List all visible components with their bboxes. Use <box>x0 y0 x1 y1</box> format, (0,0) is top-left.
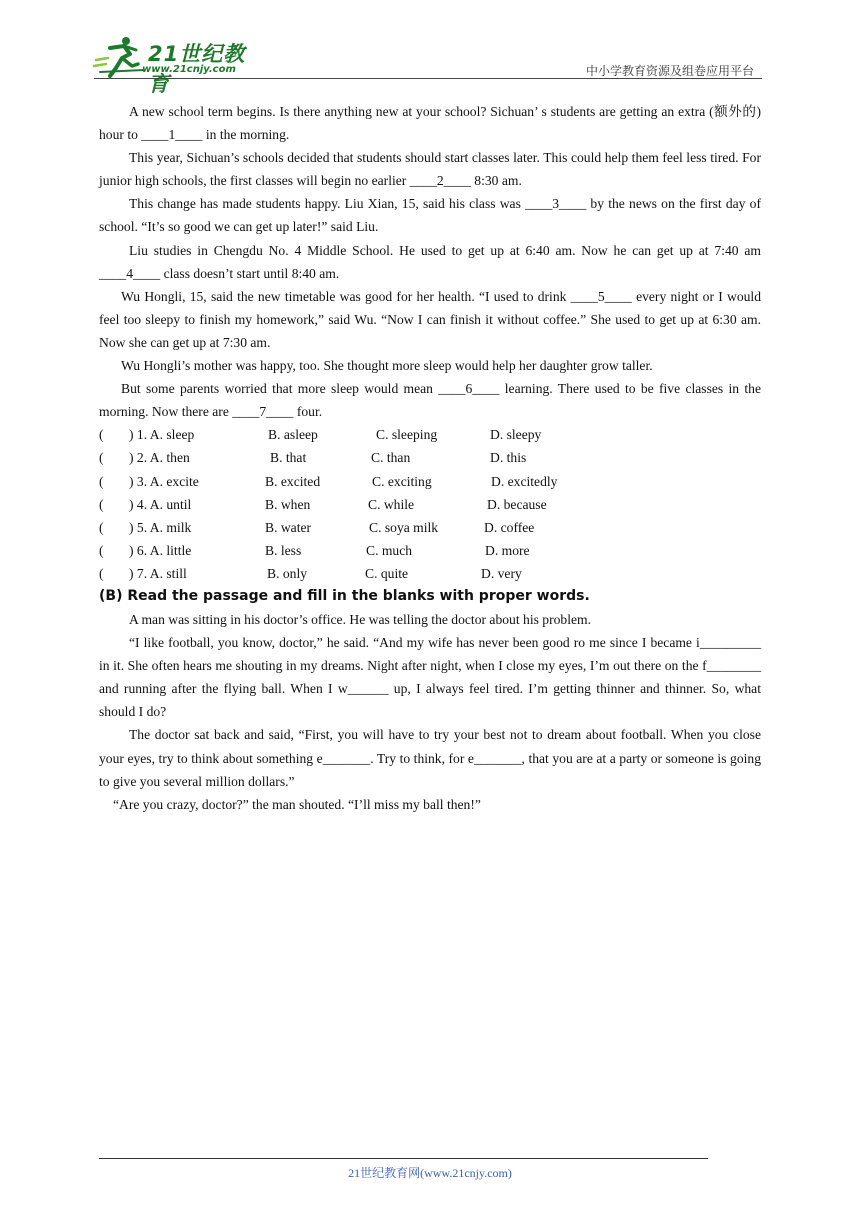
option-a: ) 7. A. still <box>129 565 187 581</box>
passage-b-paragraph: A man was sitting in his doctor’s office. He was telling the doctor about his problem. <box>129 611 591 627</box>
option-c: C. quite <box>365 565 409 581</box>
option-d: D. because <box>487 496 547 512</box>
option-a: ) 2. A. then <box>129 450 190 466</box>
option-row <box>99 562 761 585</box>
footer-divider <box>99 1158 708 1159</box>
option-b: B. only <box>267 565 308 581</box>
option-c: C. exciting <box>372 473 432 489</box>
option-row <box>99 493 761 516</box>
option-b: B. that <box>270 450 307 466</box>
answer-paren: ( <box>99 519 104 535</box>
option-b: B. when <box>265 496 311 512</box>
passage-a-paragraph: Wu Hongli, 15, said the new timetable was good for her health. “I used to drink ____5____ every night or I would feel too sleepy to finish my homework,” said Wu. “Now I can finish it without coffee.” She used to get up at 6:30 am. Now she can get up at 7:30 am. <box>99 288 761 350</box>
option-d: D. this <box>490 450 527 466</box>
passage-a-paragraph: A new school term begins. Is there anything new at your school? Sichuan’ s students are getting an extra (额外的) hour to ____1____ in the morning. <box>99 104 761 143</box>
passage-a-paragraph: But some parents worried that more sleep would mean ____6____ learning. There used to be five classes in the morning. Now there are ____7____ four. <box>99 381 761 420</box>
logo-text: 21世纪教育 <box>148 42 246 96</box>
option-d: D. more <box>485 542 530 558</box>
passage-b-paragraph: “Are you crazy, doctor?” the man shouted. “I’ll miss my ball then!” <box>113 796 481 812</box>
option-c: C. sleeping <box>376 427 438 443</box>
option-a: ) 6. A. little <box>129 542 192 558</box>
option-b: B. water <box>265 519 312 535</box>
answer-paren: ( <box>99 450 104 466</box>
option-c: C. much <box>366 542 413 558</box>
runner-logo-icon <box>92 34 148 80</box>
passage-a-paragraph: Liu studies in Chengdu No. 4 Middle School. He used to get up at 6:40 am. Now he can get up at 7:40 am ____4____ class doesn’t start until 8:40 am. <box>99 242 761 281</box>
option-b: B. less <box>265 542 302 558</box>
option-b: B. asleep <box>268 427 318 443</box>
header-divider <box>94 78 762 79</box>
answer-paren: ( <box>99 542 104 558</box>
option-b: B. excited <box>265 473 321 489</box>
option-row <box>99 539 761 562</box>
answer-paren: ( <box>99 473 104 489</box>
option-c: C. soya milk <box>369 519 439 535</box>
option-row <box>99 446 761 469</box>
passage-a-paragraph: Wu Hongli’s mother was happy, too. She thought more sleep would help her daughter grow taller. <box>121 358 653 374</box>
options-list <box>99 423 761 585</box>
page-header <box>92 34 762 96</box>
page-footer: 21世纪教育网(www.21cnjy.com) <box>348 1166 512 1180</box>
document-body <box>99 100 761 816</box>
passage-a-paragraph: This year, Sichuan’s schools decided that students should start classes later. This could help them feel less tired. For junior high schools, the first classes will begin no earlier ____2____ 8:30 am. <box>99 150 761 189</box>
answer-paren: ( <box>99 496 104 512</box>
option-d: D. sleepy <box>490 427 542 443</box>
logo <box>92 34 262 96</box>
option-row <box>99 516 761 539</box>
passage-b-paragraph: “I like football, you know, doctor,” he said. “And my wife has never been good ro me since I became i_________ in it. She often hears me shouting in my dreams. Night after night, when I close my eyes, I’m out there on the f________ and running after the flying ball. When I w______ up, I always feel tired. I’m getting thinner and thinner. So, what should I do? <box>99 635 761 720</box>
passage-b-paragraph: The doctor sat back and said, “First, you will have to try your best not to dream about football. When you close your eyes, try to think about something e_______. Try to think, for e_______, that you are at a party or someone is going to give you several million dollars.” <box>99 727 761 789</box>
answer-paren: ( <box>99 427 104 443</box>
option-c: C. than <box>371 450 411 466</box>
option-row <box>99 470 761 493</box>
passage-a-paragraph: This change has made students happy. Liu Xian, 15, said his class was ____3____ by the news on the first day of school. “It’s so good we can get up later!” said Liu. <box>99 196 761 235</box>
option-a: ) 4. A. until <box>129 496 192 512</box>
option-c: C. while <box>368 496 415 512</box>
option-d: D. very <box>481 565 522 581</box>
option-d: D. coffee <box>484 519 535 535</box>
option-a: ) 5. A. milk <box>129 519 192 535</box>
option-d: D. excitedly <box>491 473 558 489</box>
answer-paren: ( <box>99 565 104 581</box>
platform-title: 中小学教育资源及组卷应用平台 <box>585 64 754 78</box>
option-a: ) 1. A. sleep <box>129 427 195 443</box>
option-row <box>99 423 761 446</box>
section-b-heading: (B) Read the passage and fill in the blanks with proper words. <box>99 587 590 604</box>
option-a: ) 3. A. excite <box>129 473 199 489</box>
logo-url: www.21cnjy.com <box>142 64 236 75</box>
